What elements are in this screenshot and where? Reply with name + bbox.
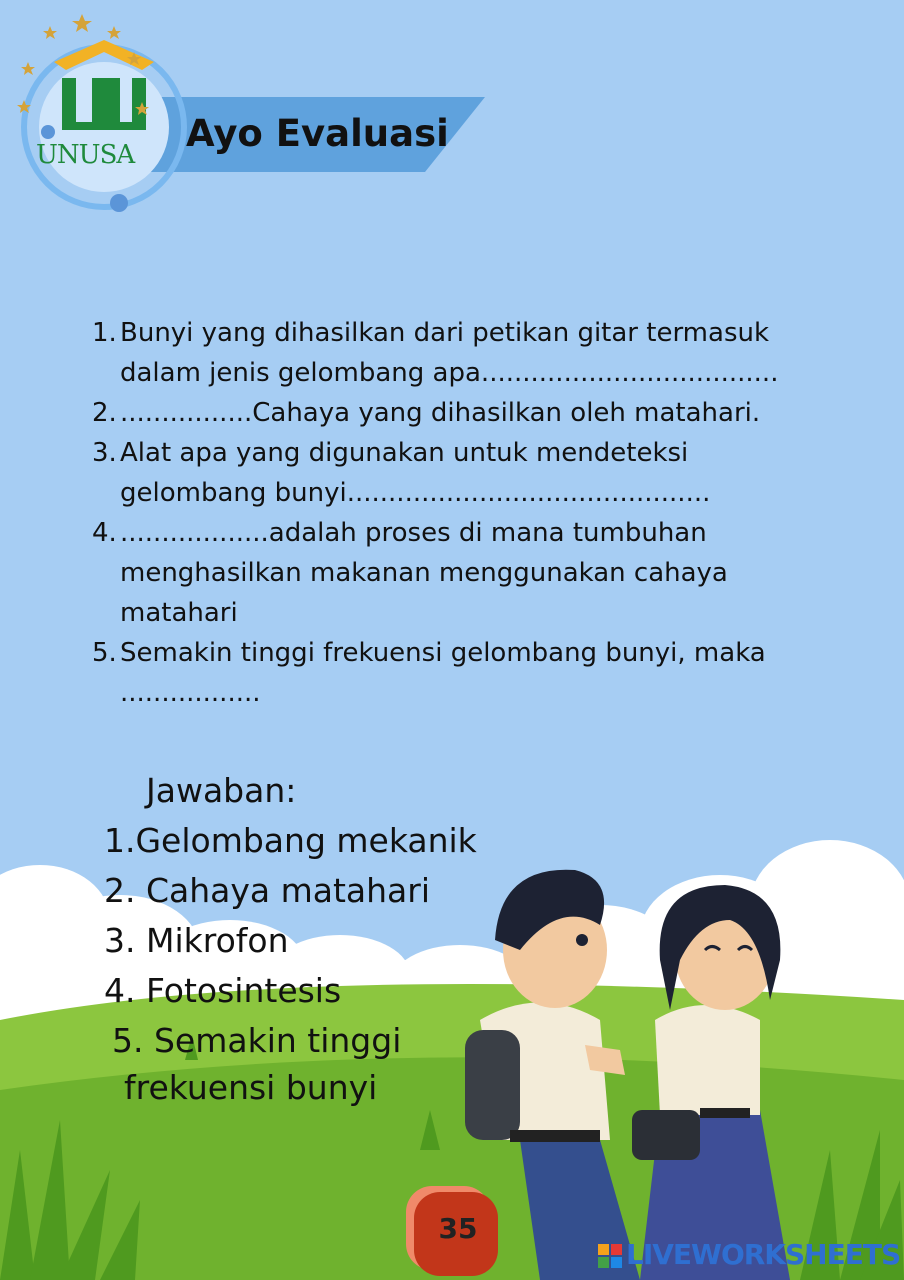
answer-list	[104, 766, 477, 1110]
question-text: Semakin tinggi frekuensi gelombang bunyi, maka .................	[120, 638, 766, 708]
answer-item: 1.Gelombang mekanik	[104, 821, 477, 860]
question-item	[92, 513, 822, 633]
answer-item: frekuensi bunyi	[124, 1068, 378, 1107]
question-item	[92, 393, 822, 433]
answer-item: 4. Fotosintesis	[104, 971, 342, 1010]
page-number: 35	[438, 1212, 478, 1245]
question-number: 5.	[92, 638, 117, 668]
question-text: Alat apa yang digunakan untuk mendeteksi gelombang bunyi............................................	[120, 438, 711, 508]
question-number: 2.	[92, 398, 117, 428]
question-item	[92, 433, 822, 513]
logo-text: UNUSA	[36, 140, 135, 170]
question-item	[92, 633, 822, 713]
answer-item: 5. Semakin tinggi	[112, 1021, 402, 1060]
question-text: ..................adalah proses di mana tumbuhan menghasilkan makanan menggunakan cahaya matahari	[120, 518, 728, 628]
answer-heading: Jawaban:	[146, 771, 297, 810]
answer-item: 3. Mikrofon	[104, 921, 289, 960]
question-list	[92, 313, 822, 713]
page-title: Ayo Evaluasi	[186, 112, 449, 155]
answer-item: 2. Cahaya matahari	[104, 871, 431, 910]
question-item	[92, 313, 822, 393]
question-text: Bunyi yang dihasilkan dari petikan gitar termasuk dalam jenis gelombang apa....................................	[120, 318, 779, 388]
watermark: LIVEWORKSHEETS	[626, 1238, 901, 1271]
question-number: 1.	[92, 318, 117, 348]
question-number: 4.	[92, 518, 117, 548]
question-text: ................Cahaya yang dihasilkan oleh matahari.	[120, 398, 761, 428]
question-number: 3.	[92, 438, 117, 468]
unusa-logo	[14, 12, 194, 217]
